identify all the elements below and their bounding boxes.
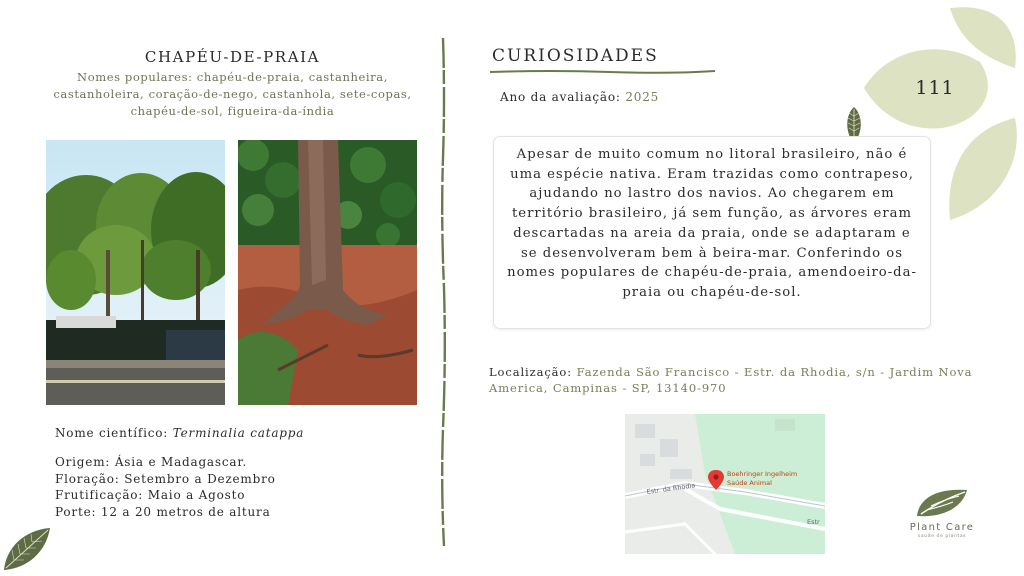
origin-text: Origem: Ásia e Madagascar. [55, 455, 248, 469]
year-value: 2025 [625, 90, 660, 104]
location [489, 365, 989, 396]
plant-care-logo-icon [913, 486, 971, 520]
evaluation-year [500, 90, 659, 104]
title-underline [490, 69, 715, 75]
brand-name: Plant Care [909, 522, 975, 533]
location-label: Localização: [489, 365, 573, 379]
flowering-text: Floração: Setembro a Dezembro [55, 471, 276, 486]
plant-facts [55, 454, 276, 520]
road-label-short: Estr [807, 518, 820, 526]
map-place-line1: Boehringer Ingelheim [727, 470, 798, 478]
brand-tagline: saúde de plantas [917, 534, 967, 539]
tree-photo-trunk [238, 140, 417, 405]
curiosities-title: CURIOSIDADES [492, 46, 659, 66]
scientific-name [55, 426, 304, 440]
column-divider [439, 38, 449, 546]
leaf-icon [2, 526, 52, 572]
fruiting-text: Frutificação: Maio a Agosto [55, 488, 246, 502]
road-label: Estr. da Rhodia [646, 481, 696, 496]
location-map[interactable] [625, 414, 825, 554]
year-label: Ano da avaliação: [500, 90, 621, 104]
scientific-value: Terminalia catappa [172, 426, 305, 440]
curiosity-card: Apesar de muito comum no litoral brasileiro, não é uma espécie nativa. Eram trazidas como contrapeso, ajudando no lastro dos navios. Ao chegarem em território brasileiro, já sem função, as árvores eram descartadas na areia da praia, onde se adaptaram e se desenvolveram bem à beira-mar. Conferindo os nomes populares de chapéu-de-praia, amendoeiro-da-praia ou chapéu-de-sol. [493, 136, 931, 329]
scientific-label: Nome científico: [55, 426, 169, 440]
location-value: Fazenda São Francisco - Estr. da Rhodia, s/n - Jardim Nova America, Campinas - SP, 13140-970 [489, 365, 973, 395]
size-text: Porte: 12 a 20 metros de altura [55, 504, 271, 519]
map-place-line2: Saúde Animal [727, 479, 772, 487]
page-number: 111 [915, 77, 955, 99]
plant-title: CHAPÉU-DE-PRAIA [144, 48, 321, 66]
popular-names: Nomes populares: chapéu-de-praia, castanheira, castanholeira, coração-de-nego, castanhola, sete-copas, chapéu-de-sol, figueira-da-índia [53, 70, 412, 118]
tree-photo-street [46, 140, 225, 405]
